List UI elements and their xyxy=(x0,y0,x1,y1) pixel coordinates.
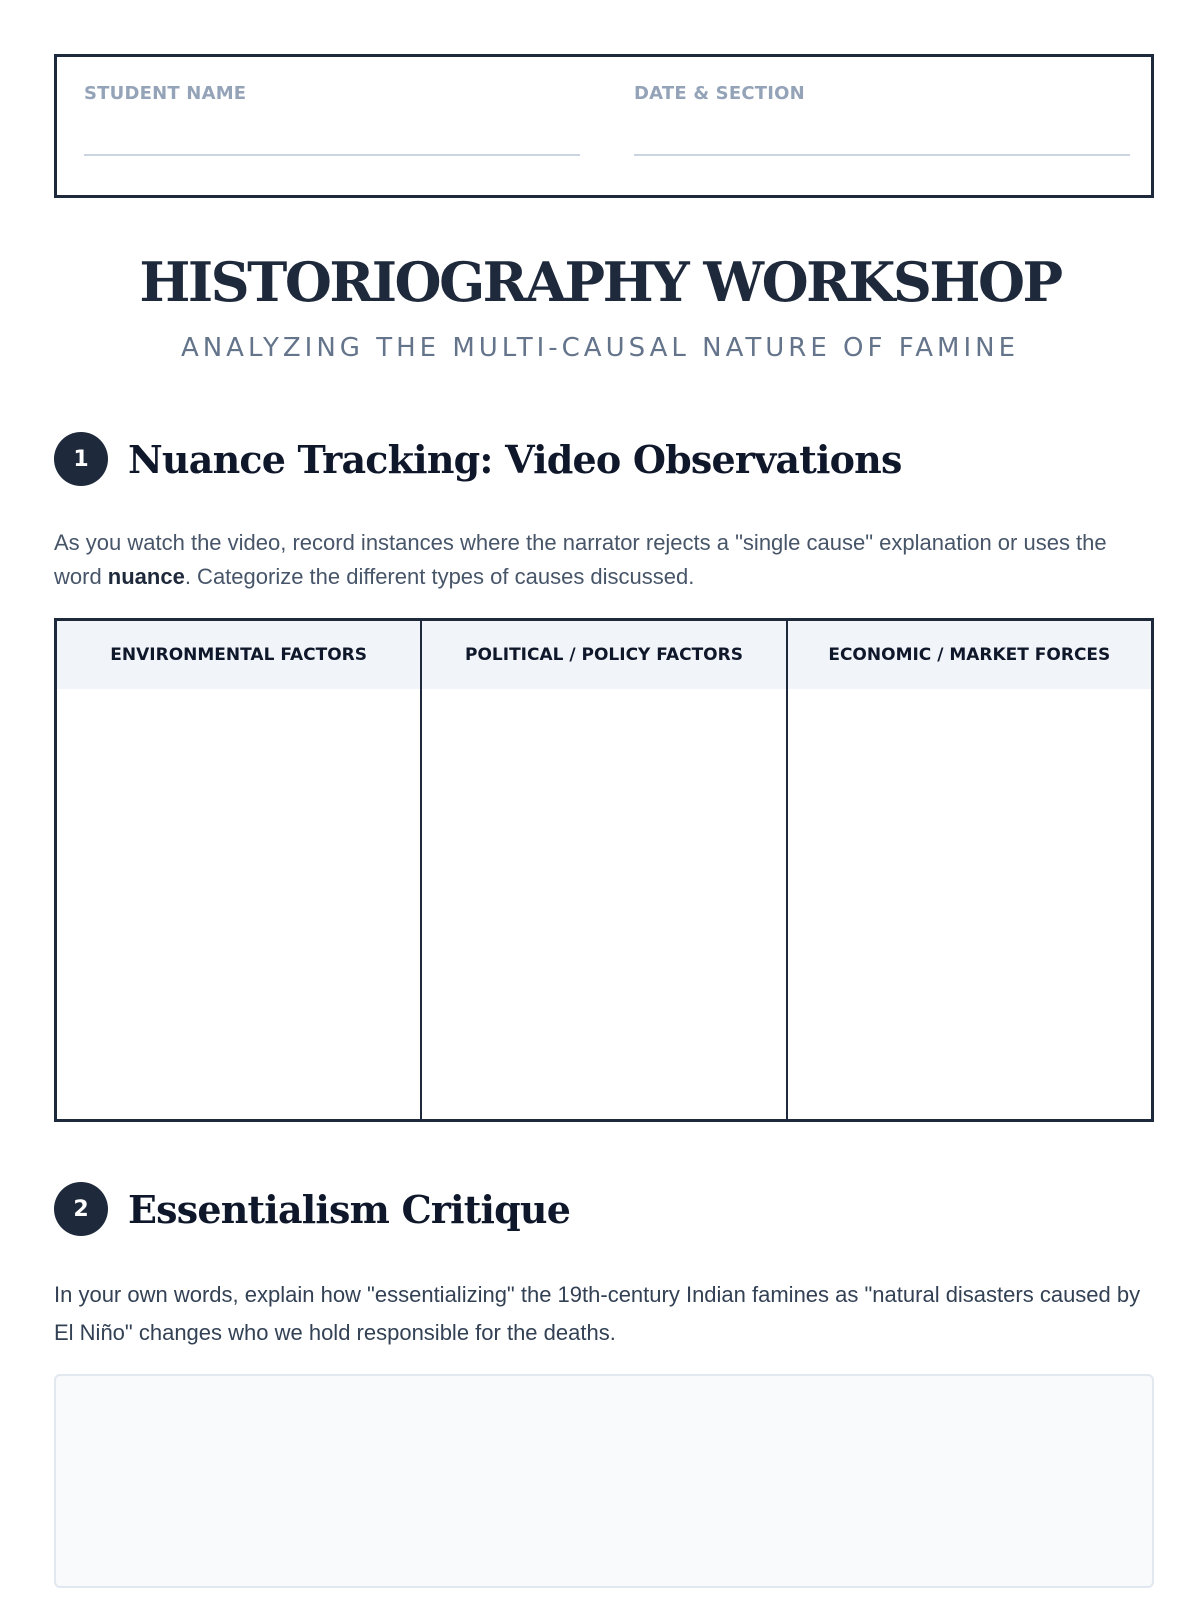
student-name-label: STUDENT NAME xyxy=(84,83,247,104)
section-1-instructions-end: . Categorize the different types of causes discussed. xyxy=(184,564,695,589)
section-2-title: Essentialism Critique xyxy=(128,1186,571,1232)
table-column-political xyxy=(420,621,785,1119)
section-2-number-badge: 2 xyxy=(54,1182,108,1236)
table-header-political: POLITICAL / POLICY FACTORS xyxy=(422,621,785,689)
table-cell-environmental[interactable] xyxy=(57,689,420,1119)
table-cell-economic[interactable] xyxy=(788,689,1151,1119)
date-section-label: DATE & SECTION xyxy=(634,83,805,104)
causes-table xyxy=(54,618,1154,1122)
section-1-instructions-start: As you watch the video, record instances where the narrator rejects a "single cause" explanation or uses the word xyxy=(54,530,1107,589)
section-2-header xyxy=(54,1182,570,1236)
date-section-input-line[interactable] xyxy=(634,154,1130,156)
section-1-header xyxy=(54,432,902,486)
essentialism-answer-box[interactable] xyxy=(54,1374,1154,1588)
table-column-environmental xyxy=(57,621,420,1119)
student-info-box xyxy=(54,54,1154,198)
student-name-input-line[interactable] xyxy=(84,154,580,156)
section-1-instructions xyxy=(54,526,1154,594)
page-title: HISTORIOGRAPHY WORKSHOP xyxy=(139,250,1061,314)
table-header-environmental: ENVIRONMENTAL FACTORS xyxy=(57,621,420,689)
section-2-instructions: In your own words, explain how "essentializing" the 19th-century Indian famines as "natural disasters caused by El Niño" changes who we hold responsible for the deaths. xyxy=(54,1282,1141,1345)
student-name-field xyxy=(84,83,580,156)
page-subtitle: ANALYZING THE MULTI-CAUSAL NATURE OF FAMINE xyxy=(180,333,1020,363)
date-section-field xyxy=(634,83,1130,156)
section-1-number-badge: 1 xyxy=(54,432,108,486)
table-header-economic: ECONOMIC / MARKET FORCES xyxy=(788,621,1151,689)
table-column-economic xyxy=(786,621,1151,1119)
section-1-instructions-keyword: nuance xyxy=(107,564,185,589)
table-cell-political[interactable] xyxy=(422,689,785,1119)
section-1-title: Nuance Tracking: Video Observations xyxy=(128,436,902,482)
